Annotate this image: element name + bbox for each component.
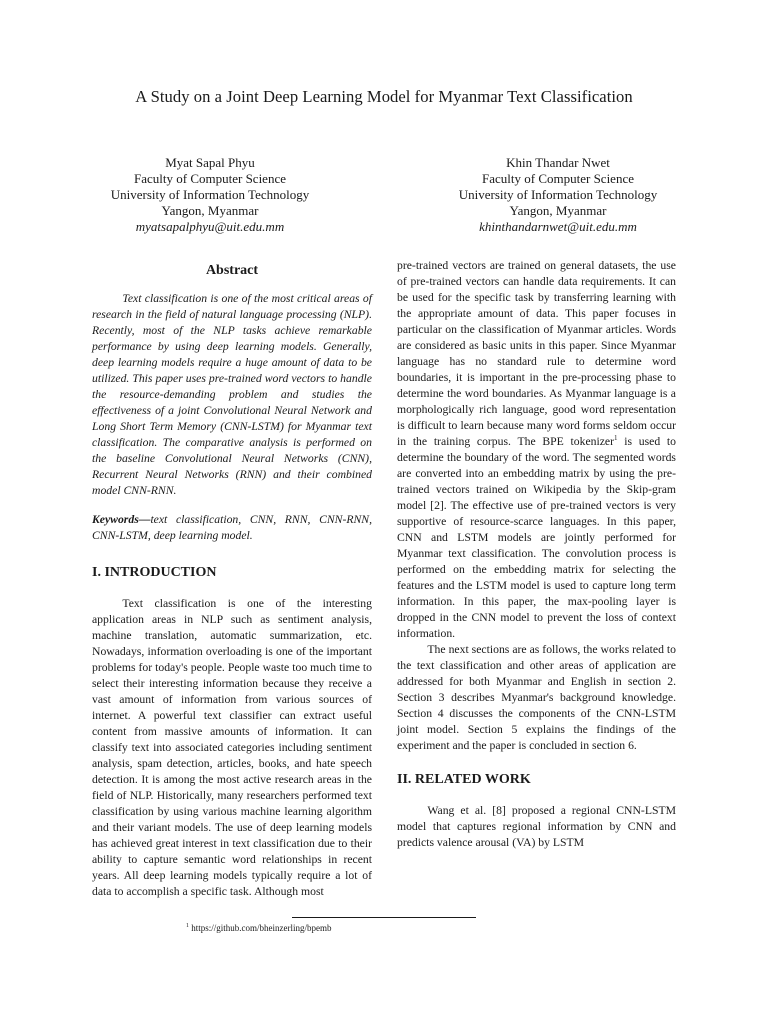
intro-paragraph-part2: [397, 258, 676, 642]
abstract-text: Text classification is one of the most critical areas of research in the field of natural language processing (NLP). Recently, most of the NLP tasks achieve remarkable performance by using deep learning models. Generally, deep learning models require a huge amount of data to be utilized. This paper uses pre-trained word vectors to handle the resource-demanding problem and studies the effectiveness of a joint Convolutional Neural Network and Long Short Term Memory (CNN-LSTM) for Myanmar text classification. The comparative analysis is performed on the baseline Convolutional Neural Networks (CNN), Recurrent Neural Networks (RNN) and their combined model CNN-RNN.: [92, 292, 372, 497]
author-block-2: [408, 155, 708, 235]
footnote-divider: [292, 917, 476, 918]
keywords: [92, 512, 372, 544]
author-email: khinthandarnwet@uit.edu.mm: [479, 219, 637, 234]
intro-paragraph-text: pre-trained vectors are trained on general datasets, the use of pre-trained vectors can handle data requirements. It can be used for the specific task by transferring learning with the appropriate amount of data. This paper focuses in particular on the classification of Myanmar articles. Words are considered as basic units in this paper. Since Myanmar language has no standard rule to determine word boundaries, it is important in the pre-processing phase to determine the word boundaries. As Myanmar language is a morphologically rich language, good word representation is difficult to learn because many word forms seldom occur in the training corpus. The BPE tokenizer: [397, 259, 676, 448]
abstract-heading: Abstract: [205, 263, 259, 278]
author-university: University of Information Technology: [458, 187, 658, 202]
section-title-initial: W: [484, 772, 499, 787]
section-title-initial: R: [414, 772, 426, 787]
author-city: Yangon, Myanmar: [161, 203, 259, 218]
author-name: Myat Sapal Phyu: [165, 155, 255, 170]
footnote: [186, 923, 331, 933]
author-block-1: [60, 155, 360, 235]
keywords-text: text classification, CNN, RNN, CNN-RNN, CNN-LSTM, deep learning model.: [92, 513, 372, 542]
author-university: University of Information Technology: [110, 187, 310, 202]
keywords-label: Keywords—: [92, 513, 151, 526]
right-column: [397, 258, 676, 851]
intro-paragraph-cont: is used to determine the boundary of the word. The segmented words are converted into an embedding matrix by using the pre-trained vectors trained on Wikipedia by the Skip-gram model [2]. The effective use of pre-trained vectors is very supportive of resource-scarce languages. In this paper, CNN and LSTM models are jointly performed for Myanmar text classification. The convolution process is performed on the embedding matrix for selecting the features and the LSTM model is used to capture long term information. In this paper, the max-pooling layer is dropped in the CNN model to prevent the loss of context information.: [397, 435, 676, 640]
left-column: [92, 258, 372, 900]
section-title: [104, 565, 216, 580]
author-city: Yangon, Myanmar: [509, 203, 607, 218]
author-department: Faculty of Computer Science: [134, 171, 286, 186]
section-title-rest: NTRODUCTION: [109, 565, 217, 580]
section-heading-introduction: [92, 565, 372, 581]
section-heading-related-work: [397, 772, 676, 788]
section-title-rest: ORK: [498, 772, 531, 787]
section-number: II.: [397, 772, 412, 787]
section-number: I.: [92, 565, 101, 580]
intro-paragraph-part1: Text classification is one of the interesting application areas in NLP such as sentiment analysis, machine translation, automatic summarization, etc. Nowadays, information overloading is one of the important problems for today's people. People waste too much time to select their interesting information because they receive a vast amount of information from various sources of internet. A powerful text classifier can extract useful content from massive amounts of information. It can classify text into associated categories including sentiment analysis, spam detection, articles, books, and hate speech detection. It is among the most active research areas in the field of NLP. Historically, many researchers performed text classification by using various machine learning algorithm and their variant models. The use of deep learning models has achieved great interest in text classification due to their ability to capture semantic word relationships in recent years. All deep learning models typically require a lot of data to accomplish a specific task. Although most: [92, 597, 372, 898]
author-email: myatsapalphyu@uit.edu.mm: [135, 219, 285, 234]
author-name: Khin Thandar Nwet: [506, 155, 610, 170]
paper-title: A Study on a Joint Deep Learning Model for Myanmar Text Classification: [135, 87, 633, 106]
related-work-paragraph: Wang et al. [8] proposed a regional CNN-LSTM model that captures regional information by CNN and predicts valence arousal (VA) by LSTM: [397, 804, 676, 849]
footnote-marker: 1: [614, 434, 618, 443]
intro-paragraph-2: The next sections are as follows, the works related to the text classification and other areas of application are addressed for both Myanmar and English in section 2. Section 3 describes Myanmar's background knowledge. Section 4 discusses the components of the CNN-LSTM joint model. Section 5 explains the findings of the experiment and the paper is concluded in section 6.: [397, 643, 676, 752]
footnote-url: https://github.com/bheinzerling/bpemb: [191, 923, 332, 933]
section-title-rest: ELATED: [425, 772, 482, 787]
section-title: [415, 772, 531, 787]
author-department: Faculty of Computer Science: [482, 171, 634, 186]
footnote-number: 1: [186, 923, 189, 929]
section-title-initial: I: [104, 565, 110, 580]
